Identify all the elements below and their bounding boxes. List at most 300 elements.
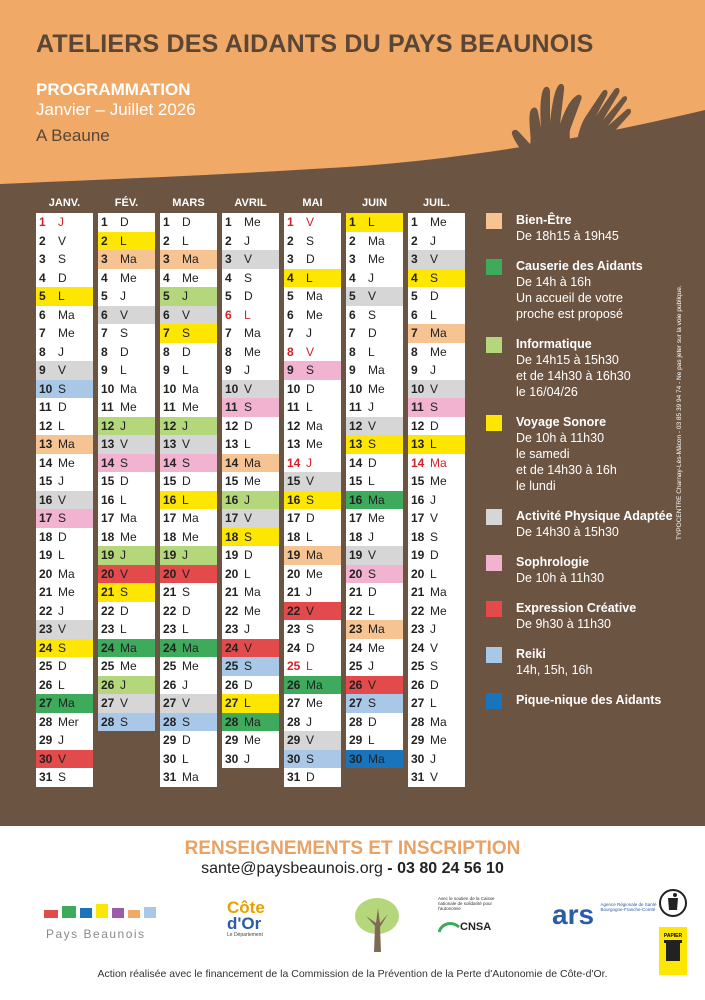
day-number: 21 bbox=[349, 585, 363, 599]
legend-swatch bbox=[486, 693, 502, 709]
day-number: 1 bbox=[287, 215, 294, 229]
day-row bbox=[284, 768, 341, 787]
day-number: 11 bbox=[39, 400, 52, 414]
day-weekday: Ma bbox=[58, 307, 75, 322]
month-column bbox=[284, 193, 341, 787]
day-weekday: Me bbox=[58, 326, 75, 340]
day-row bbox=[284, 287, 341, 306]
day-weekday: V bbox=[306, 603, 315, 618]
day-weekday: S bbox=[244, 400, 253, 414]
day-weekday: S bbox=[244, 270, 253, 285]
day-number: 3 bbox=[287, 252, 294, 266]
day-number: 7 bbox=[101, 326, 108, 340]
day-number: 10 bbox=[349, 381, 363, 396]
day-weekday: Me bbox=[120, 270, 137, 285]
day-weekday: V bbox=[430, 640, 439, 655]
day-number: 16 bbox=[349, 492, 363, 507]
day-row bbox=[222, 417, 279, 436]
day-row bbox=[284, 435, 341, 454]
day-row bbox=[98, 528, 155, 547]
day-row bbox=[36, 213, 93, 232]
legend-swatch bbox=[486, 555, 502, 571]
contact-phone[interactable]: 03 80 24 56 10 bbox=[397, 860, 504, 877]
day-number: 2 bbox=[163, 233, 170, 248]
legend-line: et de 14h30 à 16h30 bbox=[516, 369, 631, 383]
day-weekday: L bbox=[306, 270, 313, 285]
day-number: 30 bbox=[287, 751, 301, 766]
day-row bbox=[160, 232, 217, 251]
day-row bbox=[284, 620, 341, 639]
tree-logo-icon bbox=[352, 896, 402, 954]
legend-text bbox=[516, 692, 686, 708]
day-row bbox=[284, 565, 341, 584]
day-weekday: V bbox=[120, 566, 129, 581]
day-row bbox=[408, 657, 465, 676]
day-number: 15 bbox=[163, 474, 177, 488]
day-number: 2 bbox=[225, 233, 232, 248]
day-number: 10 bbox=[101, 381, 115, 396]
day-weekday: L bbox=[182, 492, 189, 507]
day-row bbox=[222, 306, 279, 325]
day-number: 13 bbox=[163, 437, 177, 451]
day-number: 22 bbox=[101, 603, 115, 618]
day-row bbox=[284, 491, 341, 510]
day-weekday: J bbox=[430, 233, 436, 248]
day-number: 9 bbox=[101, 363, 108, 377]
day-number: 20 bbox=[287, 566, 301, 581]
day-weekday: L bbox=[182, 363, 189, 377]
day-number: 20 bbox=[101, 566, 115, 581]
month-days bbox=[346, 213, 403, 768]
day-number: 27 bbox=[163, 696, 177, 710]
cnsa-text: CNSA bbox=[460, 921, 492, 933]
day-row bbox=[284, 657, 341, 676]
legend-title: Reiki bbox=[516, 647, 546, 661]
day-number: 21 bbox=[101, 585, 115, 599]
day-weekday: L bbox=[120, 233, 127, 248]
day-weekday: V bbox=[244, 640, 253, 655]
day-number: 31 bbox=[163, 770, 177, 784]
day-row bbox=[36, 565, 93, 584]
legend-item bbox=[486, 258, 686, 322]
day-weekday: Ma bbox=[306, 548, 323, 562]
day-number: 8 bbox=[287, 344, 294, 359]
day-weekday: V bbox=[306, 344, 315, 359]
day-row bbox=[346, 731, 403, 750]
day-weekday: L bbox=[58, 289, 65, 303]
day-weekday: J bbox=[58, 344, 64, 359]
month-column bbox=[160, 193, 217, 787]
day-number: 29 bbox=[411, 733, 425, 747]
cote-dor-text-2: d'Or bbox=[227, 914, 262, 933]
day-row bbox=[284, 676, 341, 695]
day-row bbox=[160, 269, 217, 288]
day-row bbox=[408, 417, 465, 436]
day-row bbox=[160, 657, 217, 676]
day-row bbox=[98, 491, 155, 510]
day-row bbox=[98, 620, 155, 639]
day-weekday: Ma bbox=[58, 696, 75, 710]
day-weekday: Ma bbox=[430, 714, 447, 729]
day-row bbox=[160, 454, 217, 473]
day-row bbox=[98, 361, 155, 380]
day-number: 23 bbox=[39, 622, 53, 636]
day-number: 3 bbox=[411, 252, 418, 266]
legend-text bbox=[516, 646, 686, 678]
day-row bbox=[160, 639, 217, 658]
day-number: 13 bbox=[101, 437, 115, 451]
day-weekday: Ma bbox=[368, 363, 385, 377]
day-row bbox=[408, 287, 465, 306]
day-number: 6 bbox=[39, 307, 46, 322]
day-number: 14 bbox=[287, 455, 301, 470]
day-number: 16 bbox=[101, 492, 115, 507]
day-number: 11 bbox=[225, 400, 238, 414]
legend-swatch bbox=[486, 337, 502, 353]
day-row bbox=[346, 676, 403, 695]
day-row bbox=[36, 768, 93, 787]
day-weekday: Me bbox=[120, 659, 137, 673]
day-number: 6 bbox=[287, 307, 294, 322]
day-number: 18 bbox=[39, 529, 53, 544]
day-number: 2 bbox=[411, 233, 418, 248]
day-row bbox=[222, 713, 279, 732]
day-weekday: Me bbox=[182, 659, 199, 673]
day-weekday: L bbox=[244, 566, 251, 581]
day-weekday: Ma bbox=[244, 455, 261, 470]
day-number: 1 bbox=[101, 215, 108, 229]
day-number: 17 bbox=[39, 511, 53, 525]
day-row bbox=[36, 509, 93, 528]
day-row bbox=[222, 509, 279, 528]
day-weekday: L bbox=[244, 307, 251, 322]
day-number: 18 bbox=[349, 529, 363, 544]
day-weekday: J bbox=[182, 289, 188, 303]
day-number: 18 bbox=[411, 529, 425, 544]
day-number: 13 bbox=[225, 437, 239, 451]
day-row bbox=[346, 565, 403, 584]
day-weekday: Me bbox=[120, 529, 137, 544]
day-weekday: D bbox=[120, 603, 129, 618]
day-number: 13 bbox=[411, 437, 425, 451]
day-weekday: V bbox=[182, 696, 191, 710]
day-weekday: Ma bbox=[368, 492, 385, 507]
day-weekday: L bbox=[182, 233, 189, 248]
day-number: 31 bbox=[411, 770, 425, 784]
day-row bbox=[346, 269, 403, 288]
day-row bbox=[98, 435, 155, 454]
day-number: 24 bbox=[287, 640, 301, 655]
month-header: JUIL. bbox=[423, 197, 450, 209]
day-weekday: D bbox=[182, 733, 191, 747]
day-row bbox=[408, 380, 465, 399]
day-weekday: L bbox=[58, 548, 65, 562]
day-weekday: S bbox=[306, 622, 315, 636]
day-row bbox=[222, 583, 279, 602]
day-row bbox=[346, 454, 403, 473]
legend-line: De 18h15 à 19h45 bbox=[516, 229, 619, 243]
day-row bbox=[98, 306, 155, 325]
legend bbox=[486, 212, 686, 722]
day-number: 7 bbox=[287, 326, 294, 340]
day-row bbox=[222, 232, 279, 251]
legend-line: proche est proposé bbox=[516, 307, 624, 321]
day-row bbox=[284, 546, 341, 565]
day-number: 18 bbox=[287, 529, 301, 544]
day-row bbox=[36, 343, 93, 362]
contact-line bbox=[0, 860, 705, 878]
printer-credit bbox=[676, 285, 686, 820]
period-label: Janvier – Juillet 2026 bbox=[36, 100, 196, 119]
day-row bbox=[284, 602, 341, 621]
day-row bbox=[160, 676, 217, 695]
day-weekday: D bbox=[58, 659, 67, 673]
day-number: 10 bbox=[163, 381, 177, 396]
day-row bbox=[284, 472, 341, 491]
day-weekday: Me bbox=[306, 437, 323, 451]
day-weekday: V bbox=[244, 252, 253, 266]
day-weekday: J bbox=[244, 622, 250, 636]
day-row bbox=[36, 602, 93, 621]
day-row bbox=[160, 620, 217, 639]
day-number: 12 bbox=[39, 418, 53, 433]
day-number: 15 bbox=[349, 474, 363, 488]
day-number: 23 bbox=[411, 622, 425, 636]
ars-sub: Agence Régionale de Santé Bourgogne-Franche-Comté bbox=[600, 902, 657, 912]
day-row bbox=[160, 435, 217, 454]
cote-dor-text-1: Côte bbox=[227, 898, 265, 917]
contact-email[interactable]: sante@paysbeaunois.org bbox=[201, 860, 383, 877]
day-number: 27 bbox=[411, 696, 425, 710]
day-number: 23 bbox=[163, 622, 177, 636]
day-weekday: V bbox=[58, 492, 67, 507]
day-row bbox=[222, 750, 279, 769]
month-header: MAI bbox=[302, 197, 323, 209]
day-number: 31 bbox=[287, 770, 301, 784]
day-weekday: Ma bbox=[182, 511, 199, 525]
day-number: 24 bbox=[411, 640, 425, 655]
day-weekday: D bbox=[430, 677, 439, 692]
day-weekday: D bbox=[244, 289, 253, 303]
legend-line: le lundi bbox=[516, 479, 556, 493]
day-weekday: Ma bbox=[58, 566, 75, 581]
day-number: 6 bbox=[163, 307, 170, 322]
legend-text bbox=[516, 336, 686, 400]
day-number: 28 bbox=[349, 714, 363, 729]
day-row bbox=[98, 380, 155, 399]
day-number: 6 bbox=[225, 307, 232, 322]
day-row bbox=[408, 213, 465, 232]
day-weekday: J bbox=[430, 622, 436, 636]
day-number: 5 bbox=[411, 289, 418, 303]
legend-item bbox=[486, 212, 686, 244]
day-weekday: Me bbox=[368, 640, 385, 655]
day-weekday: D bbox=[244, 548, 253, 562]
day-number: 8 bbox=[163, 344, 170, 359]
legend-line: De 9h30 à 11h30 bbox=[516, 617, 611, 631]
day-number: 4 bbox=[101, 270, 108, 285]
day-number: 20 bbox=[225, 566, 239, 581]
day-row bbox=[346, 583, 403, 602]
day-row bbox=[98, 565, 155, 584]
day-row bbox=[284, 398, 341, 417]
day-weekday: D bbox=[368, 585, 377, 599]
day-weekday: D bbox=[430, 418, 439, 433]
day-row bbox=[284, 232, 341, 251]
legend-line: le samedi bbox=[516, 447, 570, 461]
day-number: 15 bbox=[287, 474, 301, 488]
day-row bbox=[98, 713, 155, 732]
day-weekday: Ma bbox=[182, 770, 199, 784]
day-number: 31 bbox=[39, 770, 53, 784]
day-number: 4 bbox=[39, 270, 46, 285]
day-number: 30 bbox=[411, 751, 425, 766]
day-number: 1 bbox=[349, 215, 356, 229]
day-number: 20 bbox=[349, 566, 363, 581]
legend-item bbox=[486, 646, 686, 678]
day-weekday: V bbox=[306, 474, 315, 488]
day-row bbox=[36, 620, 93, 639]
day-row bbox=[408, 694, 465, 713]
day-number: 9 bbox=[287, 363, 294, 377]
day-weekday: Ma bbox=[244, 326, 261, 340]
day-row bbox=[222, 472, 279, 491]
day-row bbox=[160, 472, 217, 491]
legend-swatch bbox=[486, 647, 502, 663]
day-weekday: S bbox=[306, 233, 315, 248]
day-row bbox=[408, 343, 465, 362]
day-row bbox=[98, 269, 155, 288]
day-weekday: Me bbox=[430, 603, 447, 618]
day-row bbox=[222, 343, 279, 362]
day-number: 17 bbox=[411, 511, 425, 525]
day-weekday: V bbox=[430, 511, 439, 525]
day-row bbox=[36, 435, 93, 454]
day-number: 25 bbox=[349, 659, 363, 673]
day-row bbox=[98, 213, 155, 232]
day-number: 10 bbox=[225, 381, 239, 396]
cnsa-arc-icon bbox=[438, 921, 460, 933]
month-days bbox=[98, 213, 155, 731]
day-weekday: D bbox=[306, 770, 315, 784]
day-weekday: J bbox=[244, 751, 250, 766]
day-weekday: D bbox=[182, 474, 191, 488]
day-weekday: Me bbox=[58, 585, 75, 599]
day-row bbox=[98, 657, 155, 676]
day-weekday: Ma bbox=[368, 751, 385, 766]
day-number: 23 bbox=[287, 622, 301, 636]
day-number: 19 bbox=[101, 548, 115, 562]
day-row bbox=[36, 380, 93, 399]
legend-title: Pique-nique des Aidants bbox=[516, 693, 662, 707]
day-weekday: L bbox=[182, 622, 189, 636]
legend-line: De 14h15 à 15h30 bbox=[516, 353, 619, 367]
day-row bbox=[408, 491, 465, 510]
day-number: 5 bbox=[163, 289, 170, 303]
ars-text: ars bbox=[552, 899, 595, 930]
day-weekday: Me bbox=[244, 733, 261, 747]
day-row bbox=[160, 398, 217, 417]
day-number: 26 bbox=[39, 677, 53, 692]
legend-text bbox=[516, 414, 686, 494]
day-weekday: D bbox=[244, 677, 253, 692]
day-number: 24 bbox=[349, 640, 363, 655]
day-number: 11 bbox=[163, 400, 176, 414]
legend-text bbox=[516, 554, 686, 586]
day-row bbox=[346, 380, 403, 399]
day-weekday: L bbox=[430, 566, 437, 581]
hands-icon bbox=[510, 66, 635, 184]
day-number: 20 bbox=[163, 566, 177, 581]
day-weekday: L bbox=[58, 677, 65, 692]
day-row bbox=[346, 620, 403, 639]
day-number: 12 bbox=[163, 418, 177, 433]
day-number: 20 bbox=[411, 566, 425, 581]
contact-separator: - bbox=[382, 860, 398, 877]
day-weekday: V bbox=[120, 437, 129, 451]
day-row bbox=[98, 398, 155, 417]
page-title: ATELIERS DES AIDANTS DU PAYS BEAUNOIS bbox=[36, 30, 594, 58]
day-weekday: V bbox=[368, 677, 377, 692]
day-weekday: Ma bbox=[306, 289, 323, 303]
day-weekday: S bbox=[368, 566, 377, 581]
day-number: 6 bbox=[411, 307, 418, 322]
day-number: 10 bbox=[411, 381, 425, 396]
day-number: 3 bbox=[39, 252, 46, 266]
day-weekday: J bbox=[306, 326, 312, 340]
day-weekday: S bbox=[430, 659, 439, 673]
day-weekday: J bbox=[368, 270, 374, 285]
day-row bbox=[160, 213, 217, 232]
day-number: 21 bbox=[39, 585, 53, 599]
day-number: 25 bbox=[39, 659, 53, 673]
day-weekday: S bbox=[244, 659, 253, 673]
legend-title: Activité Physique Adaptée bbox=[516, 509, 673, 523]
legend-text bbox=[516, 600, 686, 632]
day-number: 9 bbox=[225, 363, 232, 377]
day-row bbox=[222, 620, 279, 639]
day-weekday: Me bbox=[120, 400, 137, 414]
day-number: 29 bbox=[163, 733, 177, 747]
day-row bbox=[160, 602, 217, 621]
day-number: 17 bbox=[287, 511, 301, 525]
day-weekday: Ma bbox=[430, 455, 447, 470]
day-row bbox=[284, 417, 341, 436]
day-row bbox=[408, 435, 465, 454]
day-row bbox=[222, 491, 279, 510]
day-weekday: Ma bbox=[430, 326, 447, 340]
day-row bbox=[98, 694, 155, 713]
day-weekday: J bbox=[306, 714, 312, 729]
day-weekday: L bbox=[368, 474, 375, 488]
day-weekday: L bbox=[120, 492, 127, 507]
day-row bbox=[160, 343, 217, 362]
legend-text bbox=[516, 258, 686, 322]
day-weekday: D bbox=[306, 381, 315, 396]
day-number: 21 bbox=[163, 585, 177, 599]
day-weekday: V bbox=[244, 381, 253, 396]
day-number: 28 bbox=[411, 714, 425, 729]
day-row bbox=[36, 250, 93, 269]
day-weekday: S bbox=[244, 529, 253, 544]
day-row bbox=[284, 269, 341, 288]
day-number: 12 bbox=[101, 418, 115, 433]
day-weekday: D bbox=[120, 474, 129, 488]
day-row bbox=[222, 565, 279, 584]
day-number: 1 bbox=[225, 215, 232, 229]
cnsa-caption: Avec le soutien de la Caisse nationale de solidarité pour l'autonomie bbox=[438, 896, 495, 911]
month-days bbox=[160, 213, 217, 787]
